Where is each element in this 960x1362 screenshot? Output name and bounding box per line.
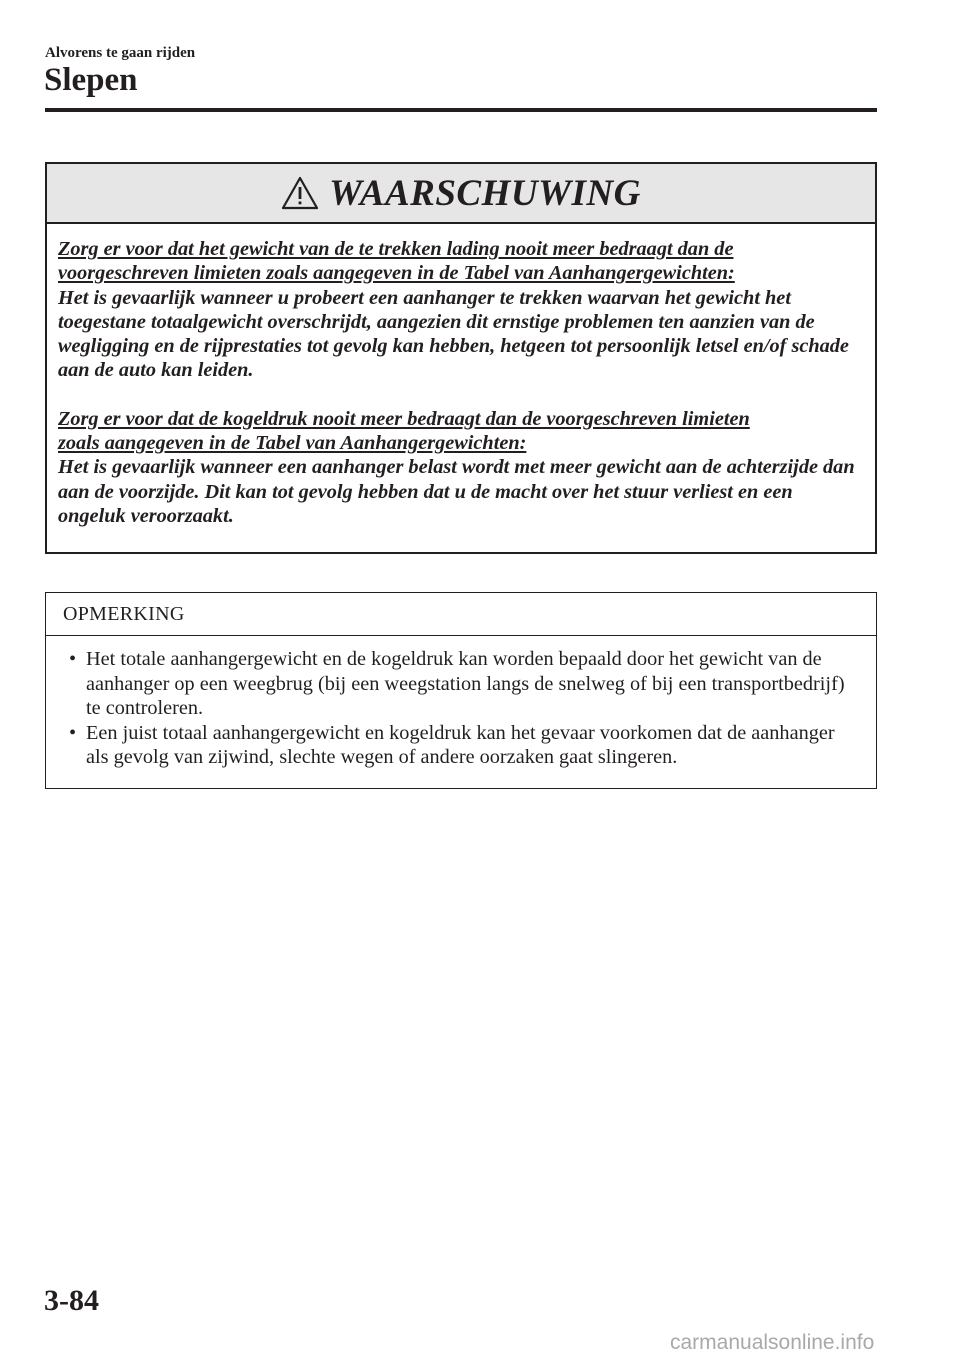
note-list: [46, 636, 876, 770]
warning-heading-1-line-1: Zorg er voor dat het gewicht van de te trekken lading nooit meer bedraagt dan de: [58, 238, 734, 260]
bullet-icon: •: [69, 721, 77, 744]
section-label: Alvorens te gaan rijden: [45, 45, 196, 61]
note-item-text: Een juist totaal aanhangergewicht en kogeldruk kan het gevaar voorkomen dat de aanhanger als gevolg van zijwind, slechte wegen of andere oorzaken gaat slingeren.: [86, 721, 835, 768]
note-title: OPMERKING: [46, 593, 876, 636]
note-box: [45, 592, 877, 789]
warning-title: WAARSCHUWING: [329, 172, 641, 214]
warning-text-2: Het is gevaarlijk wanneer een aanhanger belast wordt met meer gewicht aan de achterzijde dan aan de voorzijde. Dit kan tot gevolg hebben dat u de macht over het stuur verliest en een ongeluk veroorzaakt.: [58, 456, 855, 527]
warning-heading-2-line-1: Zorg er voor dat de kogeldruk nooit meer bedraagt dan de voorgeschreven limieten: [58, 407, 750, 430]
warning-body: [47, 224, 875, 528]
note-item: [62, 647, 856, 721]
header-divider: [45, 108, 877, 112]
bullet-icon: •: [69, 648, 77, 670]
page-number: 3-84: [44, 1284, 99, 1317]
warning-text-1: Het is gevaarlijk wanneer u probeert een aanhanger te trekken waarvan het gewicht het toegestane totaalgewicht overschrijdt, aangezien dit ernstige problemen ten aanzien van de wegligging en de rijprestaties tot gevolg kan hebben, hetgeen tot persoonlijk letsel en/of schade aan de auto kan leiden.: [58, 286, 849, 382]
paragraph-spacer: [58, 383, 865, 407]
note-item: [62, 721, 856, 770]
note-item-text: Het totale aanhangergewicht en de kogeldruk kan worden bepaald door het gewicht van de aanhanger op een weegbrug (bij een weegstation langs de snelweg of bij een transportbedrijf) te controleren.: [86, 648, 845, 719]
warning-header: [47, 164, 875, 224]
warning-heading-1-line-2: voorgeschreven limieten zoals aangegeven in de Tabel van Aanhangergewichten:: [58, 262, 735, 285]
watermark-text: carmanualsonline.info: [670, 1331, 875, 1354]
warning-box: [45, 162, 877, 554]
warning-triangle-icon: [281, 176, 319, 210]
warning-heading-2-line-2: zoals aangegeven in de Tabel van Aanhangergewichten:: [58, 432, 527, 455]
page-title: Slepen: [44, 62, 138, 98]
